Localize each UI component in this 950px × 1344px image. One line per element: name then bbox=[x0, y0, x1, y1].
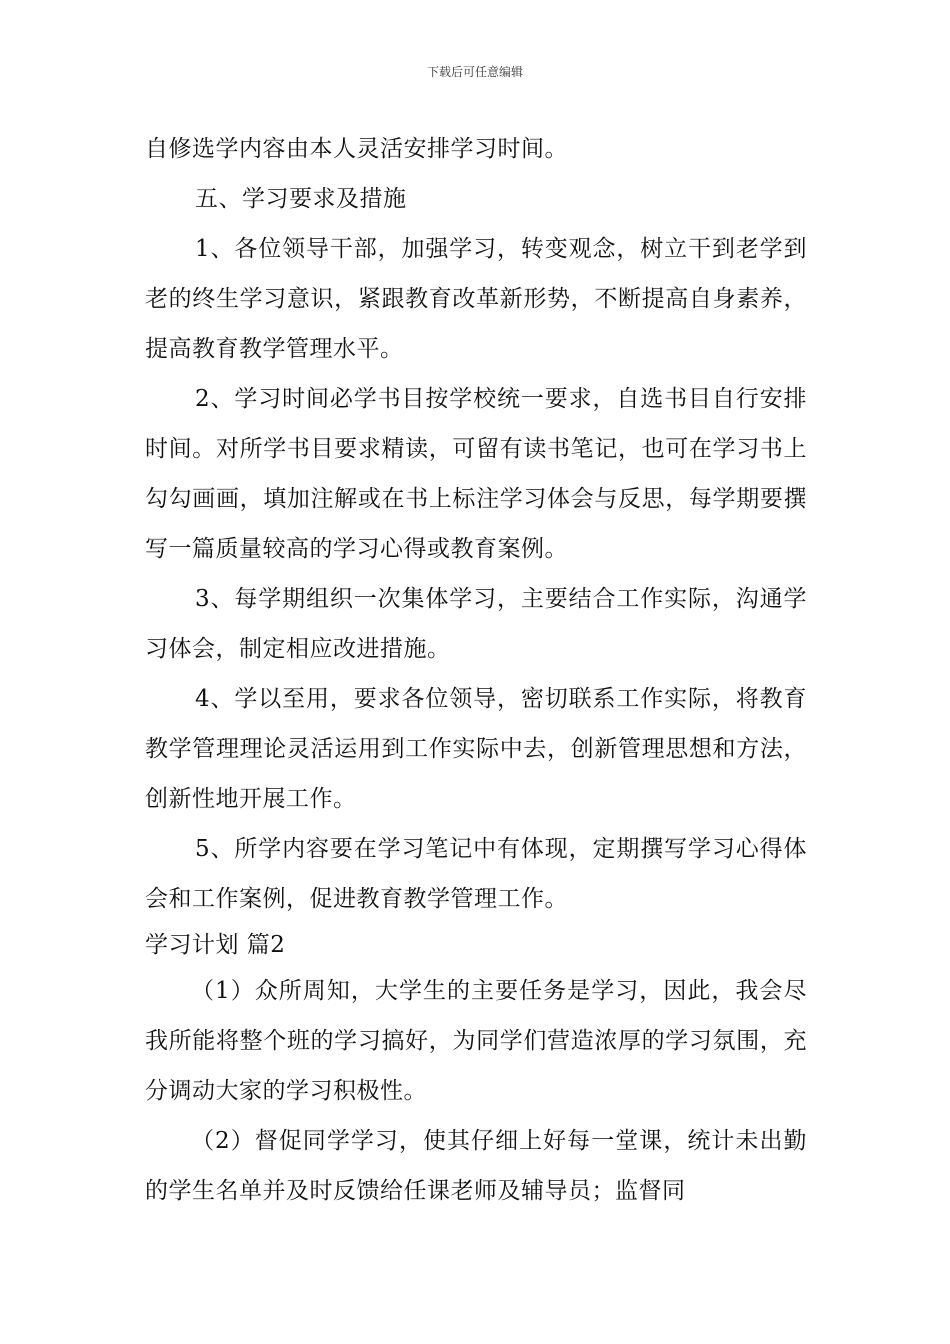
document-body bbox=[145, 124, 807, 1216]
heading-requirements: 五、学习要求及措施 bbox=[195, 186, 407, 212]
paragraph-item-1: 1、各位领导干部，加强学习，转变观念，树立干到老学到老的终生学习意识，紧跟教育改革新形势，不断提高自身素养，提高教育教学管理水平。 bbox=[145, 236, 807, 362]
paragraph-study-time: 自修选学内容由本人灵活安排学习时间。 bbox=[145, 136, 568, 162]
section-title: 学习计划 篇2 bbox=[145, 932, 286, 958]
page-header: 下载后可任意编辑 bbox=[426, 65, 523, 79]
paragraph-item-3: 3、每学期组织一次集体学习，主要结合工作实际，沟通学习体会，制定相应改进措施。 bbox=[145, 586, 807, 662]
paragraph-item-2: 2、学习时间必学书目按学校统一要求，自选书目自行安排时间。对所学书目要求精读，可留有读书笔记，也可在学习书上勾勾画画，填加注解或在书上标注学习体会与反思，每学期要撰写一篇质量较高的学习心得或教育案例。 bbox=[145, 386, 807, 562]
paragraph-plan-1: （1）众所周知，大学生的主要任务是学习，因此，我会尽我所能将整个班的学习搞好，为同学们营造浓厚的学习氛围，充分调动大家的学习积极性。 bbox=[145, 978, 807, 1104]
paragraph-item-4: 4、学以至用，要求各位领导，密切联系工作实际，将教育教学管理理论灵活运用到工作实际中去，创新管理思想和方法，创新性地开展工作。 bbox=[145, 686, 807, 812]
paragraph-item-5: 5、所学内容要在学习笔记中有体现，定期撰写学习心得体会和工作案例，促进教育教学管理工作。 bbox=[145, 836, 807, 912]
paragraph-plan-2: （2）督促同学学习，使其仔细上好每一堂课，统计未出勤的学生名单并及时反馈给任课老师及辅导员；监督同 bbox=[145, 1128, 807, 1204]
